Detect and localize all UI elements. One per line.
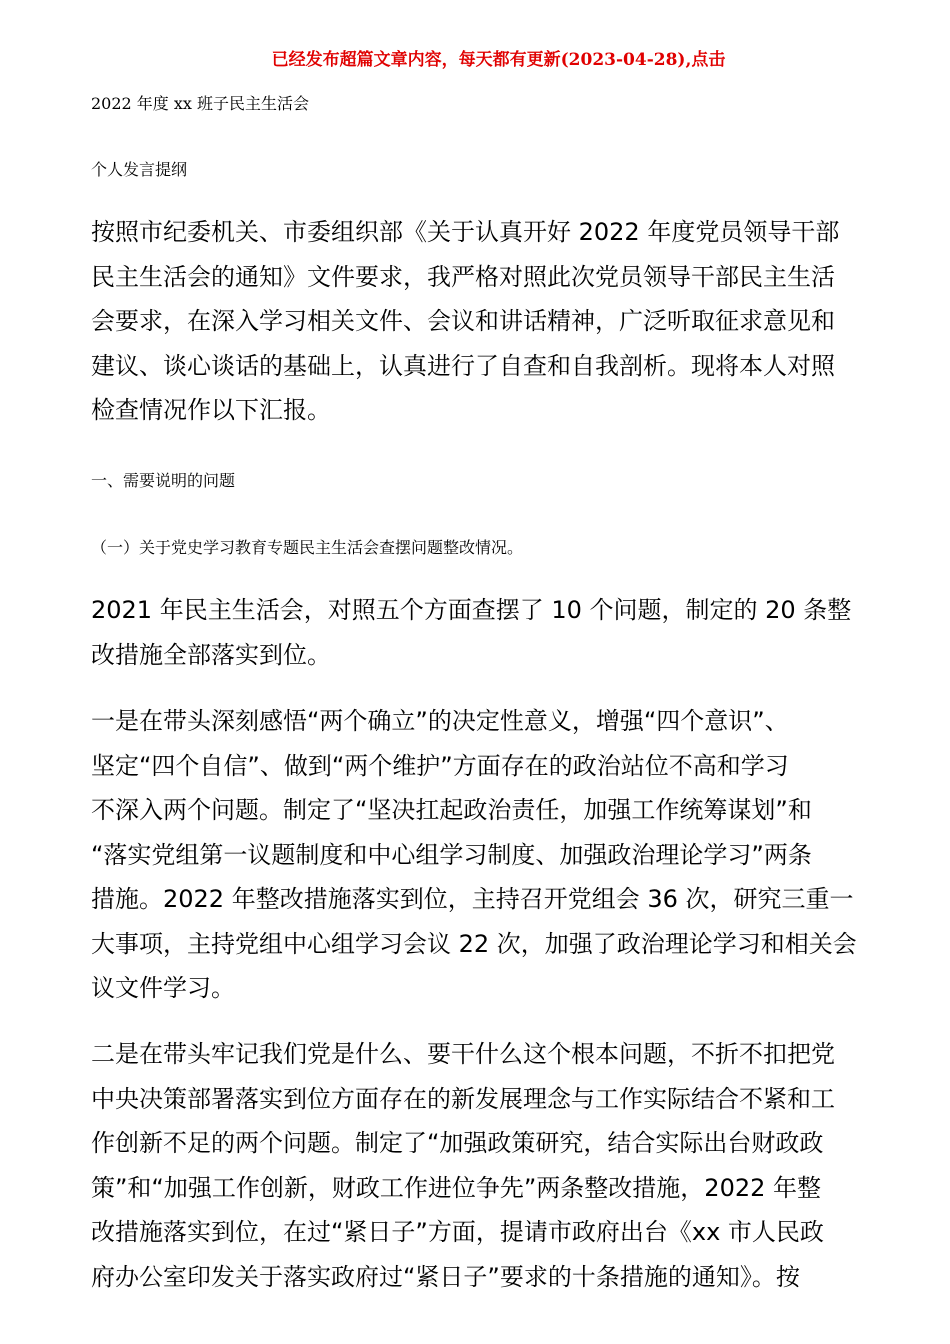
paragraph-line: 改措施落实到位，在过“紧日子”方面，提请市政府出台《xx 市人民政 bbox=[91, 1218, 824, 1246]
paragraph-line: 中央决策部署落实到位方面存在的新发展理念与工作实际结合不紧和工 bbox=[91, 1084, 835, 1113]
paragraph-line: 不深入两个问题。制定了“坚决扛起政治责任，加强工作统筹谋划”和 bbox=[91, 796, 812, 824]
paragraph-line: 府办公室印发关于落实政府过“紧日子”要求的十条措施的通知》。按 bbox=[91, 1262, 800, 1291]
item-one-paragraph bbox=[91, 699, 911, 1011]
intro-paragraph bbox=[91, 210, 911, 433]
document-subtitle: 个人发言提纲 bbox=[91, 160, 188, 179]
paragraph-line: 2021 年民主生活会，对照五个方面查摆了 10 个问题，制定的 20 条整 bbox=[91, 596, 852, 624]
paragraph-line: 大事项，主持党组中心组学习会议 22 次，加强了政治理论学习和相关会 bbox=[91, 929, 857, 958]
paragraph-line: 一是在带头深刻感悟“两个确立”的决定性意义，增强“四个意识”、 bbox=[91, 707, 789, 735]
paragraph-line: 会要求，在深入学习相关文件、会议和讲话精神，广泛听取征求意见和 bbox=[91, 307, 835, 335]
promo-banner-link[interactable]: 已经发布超篇文章内容，每天都有更新(2023-04-28),点击 bbox=[271, 50, 726, 70]
paragraph-line: “落实党组第一议题制度和中心组学习制度、加强政治理论学习”两条 bbox=[91, 840, 812, 869]
summary-paragraph bbox=[91, 588, 911, 677]
paragraph-line: 民主生活会的通知》文件要求，我严格对照此次党员领导干部民主生活 bbox=[91, 262, 835, 291]
paragraph-line: 作创新不足的两个问题。制定了“加强政策研究，结合实际出台财政政 bbox=[91, 1129, 824, 1157]
document-title: 2022 年度 xx 班子民主生活会 bbox=[91, 94, 310, 113]
paragraph-line: 改措施全部落实到位。 bbox=[91, 640, 331, 669]
paragraph-line: 策”和“加强工作创新，财政工作进位争先”两条整改措施，2022 年整 bbox=[91, 1173, 822, 1202]
item-two-paragraph bbox=[91, 1032, 911, 1299]
paragraph-line: 按照市纪委机关、市委组织部《关于认真开好 2022 年度党员领导干部 bbox=[91, 218, 840, 246]
subsection-heading: （一）关于党史学习教育专题民主生活会查摆问题整改情况。 bbox=[91, 538, 524, 557]
paragraph-line: 检查情况作以下汇报。 bbox=[91, 396, 331, 424]
paragraph-line: 措施。2022 年整改措施落实到位，主持召开党组会 36 次，研究三重一 bbox=[91, 885, 854, 913]
paragraph-line: 议文件学习。 bbox=[91, 974, 235, 1002]
section-heading: 一、需要说明的问题 bbox=[91, 471, 236, 490]
paragraph-line: 建议、谈心谈话的基础上，认真进行了自查和自我剖析。现将本人对照 bbox=[91, 351, 835, 380]
paragraph-line: 二是在带头牢记我们党是什么、要干什么这个根本问题，不折不扣把党 bbox=[91, 1040, 835, 1068]
paragraph-line: 坚定“四个自信”、做到“两个维护”方面存在的政治站位不高和学习 bbox=[91, 751, 789, 780]
